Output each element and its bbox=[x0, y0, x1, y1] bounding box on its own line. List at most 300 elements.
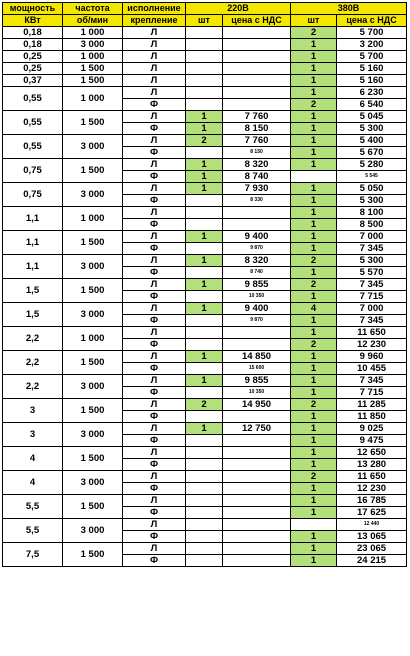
price-220v-cell: 9 870 bbox=[223, 315, 291, 327]
price-380v-cell: 5 280 bbox=[337, 159, 407, 171]
rpm-cell: 3 000 bbox=[63, 39, 123, 51]
power-cell: 3 bbox=[3, 423, 63, 447]
qty-220v-cell bbox=[186, 267, 223, 279]
qty-380v-cell: 2 bbox=[291, 255, 337, 267]
table-row bbox=[3, 399, 407, 411]
table-row bbox=[3, 159, 407, 171]
price-380v-cell: 5 570 bbox=[337, 267, 407, 279]
rpm-cell: 1 500 bbox=[63, 351, 123, 375]
mounting-cell: Л bbox=[123, 75, 186, 87]
table-row bbox=[3, 495, 407, 507]
mounting-cell: Л bbox=[123, 87, 186, 99]
qty-220v-cell bbox=[186, 495, 223, 507]
price-220v-cell: 14 950 bbox=[223, 399, 291, 411]
mounting-cell: Л bbox=[123, 135, 186, 147]
mounting-cell: Ф bbox=[123, 243, 186, 255]
header-row-1 bbox=[3, 3, 407, 15]
table-row bbox=[3, 327, 407, 339]
table-row bbox=[3, 75, 407, 87]
qty-220v-cell bbox=[186, 555, 223, 567]
table-row bbox=[3, 303, 407, 315]
price-380v-cell: 9 475 bbox=[337, 435, 407, 447]
price-220v-cell: 9 400 bbox=[223, 303, 291, 315]
qty-380v-cell: 1 bbox=[291, 219, 337, 231]
power-cell: 2,2 bbox=[3, 375, 63, 399]
rpm-cell: 1 500 bbox=[63, 543, 123, 567]
qty-380v-cell: 1 bbox=[291, 75, 337, 87]
mounting-cell: Л bbox=[123, 207, 186, 219]
mounting-cell: Л bbox=[123, 231, 186, 243]
header-power: мощность bbox=[3, 3, 63, 15]
price-380v-cell: 10 455 bbox=[337, 363, 407, 375]
header-220v: 220В bbox=[186, 3, 291, 15]
table-row bbox=[3, 27, 407, 39]
power-cell: 5,5 bbox=[3, 519, 63, 543]
mounting-cell: Л bbox=[123, 63, 186, 75]
mounting-cell: Ф bbox=[123, 195, 186, 207]
power-cell: 3 bbox=[3, 399, 63, 423]
mounting-cell: Ф bbox=[123, 171, 186, 183]
qty-220v-cell bbox=[186, 471, 223, 483]
price-380v-cell: 5 160 bbox=[337, 63, 407, 75]
rpm-cell: 1 500 bbox=[63, 279, 123, 303]
mounting-cell: Ф bbox=[123, 339, 186, 351]
price-220v-cell: 8 150 bbox=[223, 147, 291, 159]
price-220v-cell bbox=[223, 447, 291, 459]
price-380v-cell: 8 500 bbox=[337, 219, 407, 231]
rpm-cell: 3 000 bbox=[63, 471, 123, 495]
power-cell: 0,75 bbox=[3, 159, 63, 183]
power-cell: 2,2 bbox=[3, 351, 63, 375]
qty-220v-cell: 1 bbox=[186, 111, 223, 123]
qty-380v-cell: 1 bbox=[291, 231, 337, 243]
price-220v-cell: 7 760 bbox=[223, 135, 291, 147]
qty-380v-cell: 1 bbox=[291, 123, 337, 135]
qty-380v-cell: 2 bbox=[291, 279, 337, 291]
price-380v-cell: 5 700 bbox=[337, 51, 407, 63]
qty-380v-cell: 1 bbox=[291, 387, 337, 399]
price-380v-cell: 9 960 bbox=[337, 351, 407, 363]
price-220v-cell bbox=[223, 531, 291, 543]
header-row-2 bbox=[3, 15, 407, 27]
qty-380v-cell: 1 bbox=[291, 63, 337, 75]
mounting-cell: Ф bbox=[123, 147, 186, 159]
rpm-cell: 3 000 bbox=[63, 183, 123, 207]
table-row bbox=[3, 471, 407, 483]
price-380v-cell: 5 545 bbox=[337, 171, 407, 183]
qty-380v-cell: 1 bbox=[291, 351, 337, 363]
price-380v-cell: 6 540 bbox=[337, 99, 407, 111]
rpm-cell: 1 000 bbox=[63, 87, 123, 111]
qty-220v-cell: 1 bbox=[186, 159, 223, 171]
price-380v-cell: 5 300 bbox=[337, 195, 407, 207]
qty-380v-cell: 1 bbox=[291, 543, 337, 555]
mounting-cell: Л bbox=[123, 39, 186, 51]
qty-220v-cell: 1 bbox=[186, 279, 223, 291]
qty-220v-cell bbox=[186, 483, 223, 495]
header-220v-price: цена с НДС bbox=[223, 15, 291, 27]
qty-220v-cell bbox=[186, 435, 223, 447]
price-220v-cell bbox=[223, 459, 291, 471]
price-380v-cell: 8 100 bbox=[337, 207, 407, 219]
header-kw-unit: КВт bbox=[3, 15, 63, 27]
price-220v-cell bbox=[223, 483, 291, 495]
rpm-cell: 1 000 bbox=[63, 27, 123, 39]
table-row bbox=[3, 423, 407, 435]
mounting-cell: Л bbox=[123, 183, 186, 195]
mounting-cell: Л bbox=[123, 303, 186, 315]
price-380v-cell: 7 345 bbox=[337, 315, 407, 327]
price-220v-cell bbox=[223, 411, 291, 423]
qty-220v-cell bbox=[186, 339, 223, 351]
qty-220v-cell: 1 bbox=[186, 231, 223, 243]
price-220v-cell bbox=[223, 219, 291, 231]
price-380v-cell: 5 300 bbox=[337, 255, 407, 267]
rpm-cell: 1 500 bbox=[63, 111, 123, 135]
price-220v-cell bbox=[223, 87, 291, 99]
price-220v-cell: 8 150 bbox=[223, 123, 291, 135]
power-cell: 1,1 bbox=[3, 207, 63, 231]
price-220v-cell bbox=[223, 63, 291, 75]
table-row bbox=[3, 351, 407, 363]
qty-220v-cell: 1 bbox=[186, 351, 223, 363]
mounting-cell: Л bbox=[123, 543, 186, 555]
mounting-cell: Л bbox=[123, 447, 186, 459]
price-220v-cell bbox=[223, 435, 291, 447]
table-row bbox=[3, 183, 407, 195]
price-380v-cell: 5 300 bbox=[337, 123, 407, 135]
qty-220v-cell bbox=[186, 207, 223, 219]
mounting-cell: Ф bbox=[123, 267, 186, 279]
price-380v-cell: 7 000 bbox=[337, 303, 407, 315]
mounting-cell: Л bbox=[123, 279, 186, 291]
mounting-cell: Л bbox=[123, 375, 186, 387]
qty-380v-cell: 1 bbox=[291, 291, 337, 303]
qty-380v-cell: 1 bbox=[291, 507, 337, 519]
qty-380v-cell: 1 bbox=[291, 459, 337, 471]
qty-220v-cell bbox=[186, 519, 223, 531]
power-cell: 0,18 bbox=[3, 39, 63, 51]
qty-220v-cell bbox=[186, 363, 223, 375]
rpm-cell: 1 500 bbox=[63, 159, 123, 183]
price-380v-cell: 5 670 bbox=[337, 147, 407, 159]
rpm-cell: 1 000 bbox=[63, 51, 123, 63]
mounting-cell: Ф bbox=[123, 99, 186, 111]
table-row bbox=[3, 231, 407, 243]
price-380v-cell: 7 715 bbox=[337, 291, 407, 303]
price-380v-cell: 11 285 bbox=[337, 399, 407, 411]
qty-220v-cell bbox=[186, 447, 223, 459]
price-220v-cell: 12 750 bbox=[223, 423, 291, 435]
power-cell: 5,5 bbox=[3, 495, 63, 519]
price-380v-cell: 5 050 bbox=[337, 183, 407, 195]
qty-220v-cell bbox=[186, 531, 223, 543]
power-cell: 0,25 bbox=[3, 51, 63, 63]
qty-380v-cell: 1 bbox=[291, 327, 337, 339]
price-380v-cell: 5 700 bbox=[337, 27, 407, 39]
price-380v-cell: 13 065 bbox=[337, 531, 407, 543]
qty-220v-cell: 2 bbox=[186, 135, 223, 147]
table-row bbox=[3, 51, 407, 63]
qty-380v-cell: 1 bbox=[291, 183, 337, 195]
header-rpm-unit: об/мин bbox=[63, 15, 123, 27]
power-cell: 0,55 bbox=[3, 135, 63, 159]
qty-220v-cell: 1 bbox=[186, 255, 223, 267]
qty-380v-cell: 1 bbox=[291, 495, 337, 507]
mounting-cell: Ф bbox=[123, 387, 186, 399]
qty-220v-cell bbox=[186, 327, 223, 339]
rpm-cell: 1 500 bbox=[63, 495, 123, 519]
price-220v-cell bbox=[223, 543, 291, 555]
mounting-cell: Л bbox=[123, 327, 186, 339]
qty-380v-cell: 1 bbox=[291, 363, 337, 375]
qty-380v-cell: 1 bbox=[291, 375, 337, 387]
qty-380v-cell: 1 bbox=[291, 315, 337, 327]
price-380v-cell: 11 650 bbox=[337, 327, 407, 339]
qty-220v-cell bbox=[186, 63, 223, 75]
qty-220v-cell bbox=[186, 243, 223, 255]
mounting-cell: Л bbox=[123, 351, 186, 363]
rpm-cell: 1 500 bbox=[63, 399, 123, 423]
header-380v-qty: шт bbox=[291, 15, 337, 27]
table-row bbox=[3, 63, 407, 75]
qty-220v-cell bbox=[186, 27, 223, 39]
power-cell: 4 bbox=[3, 471, 63, 495]
qty-380v-cell: 1 bbox=[291, 51, 337, 63]
price-table bbox=[2, 2, 407, 567]
rpm-cell: 3 000 bbox=[63, 519, 123, 543]
mounting-cell: Ф bbox=[123, 363, 186, 375]
qty-220v-cell bbox=[186, 315, 223, 327]
mounting-cell: Л bbox=[123, 111, 186, 123]
table-row bbox=[3, 135, 407, 147]
mounting-cell: Ф bbox=[123, 531, 186, 543]
qty-220v-cell bbox=[186, 39, 223, 51]
mounting-cell: Ф bbox=[123, 411, 186, 423]
price-380v-cell: 7 715 bbox=[337, 387, 407, 399]
table-row bbox=[3, 255, 407, 267]
mounting-cell: Л bbox=[123, 423, 186, 435]
mounting-cell: Л bbox=[123, 159, 186, 171]
header-execution: исполнение bbox=[123, 3, 186, 15]
qty-220v-cell: 1 bbox=[186, 423, 223, 435]
table-row bbox=[3, 447, 407, 459]
mounting-cell: Л bbox=[123, 471, 186, 483]
price-220v-cell bbox=[223, 471, 291, 483]
price-220v-cell bbox=[223, 327, 291, 339]
table-row bbox=[3, 279, 407, 291]
price-380v-cell: 12 230 bbox=[337, 339, 407, 351]
mounting-cell: Ф bbox=[123, 435, 186, 447]
qty-380v-cell: 1 bbox=[291, 243, 337, 255]
power-cell: 0,25 bbox=[3, 63, 63, 75]
qty-380v-cell: 1 bbox=[291, 267, 337, 279]
qty-380v-cell: 1 bbox=[291, 555, 337, 567]
qty-380v-cell: 1 bbox=[291, 159, 337, 171]
price-220v-cell bbox=[223, 75, 291, 87]
qty-380v-cell: 1 bbox=[291, 435, 337, 447]
power-cell: 1,1 bbox=[3, 255, 63, 279]
power-cell: 4 bbox=[3, 447, 63, 471]
qty-220v-cell: 1 bbox=[186, 183, 223, 195]
price-220v-cell: 9 400 bbox=[223, 231, 291, 243]
qty-380v-cell: 1 bbox=[291, 207, 337, 219]
qty-380v-cell: 1 bbox=[291, 411, 337, 423]
qty-220v-cell bbox=[186, 411, 223, 423]
qty-380v-cell: 1 bbox=[291, 531, 337, 543]
price-380v-cell: 7 345 bbox=[337, 243, 407, 255]
price-380v-cell: 5 045 bbox=[337, 111, 407, 123]
rpm-cell: 1 500 bbox=[63, 447, 123, 471]
price-380v-cell: 6 230 bbox=[337, 87, 407, 99]
qty-220v-cell bbox=[186, 99, 223, 111]
table-row bbox=[3, 111, 407, 123]
qty-380v-cell: 2 bbox=[291, 27, 337, 39]
mounting-cell: Ф bbox=[123, 483, 186, 495]
header-mounting: крепление bbox=[123, 15, 186, 27]
mounting-cell: Ф bbox=[123, 123, 186, 135]
rpm-cell: 1 500 bbox=[63, 75, 123, 87]
rpm-cell: 3 000 bbox=[63, 423, 123, 447]
qty-380v-cell: 1 bbox=[291, 447, 337, 459]
price-220v-cell: 8 740 bbox=[223, 267, 291, 279]
qty-380v-cell: 1 bbox=[291, 87, 337, 99]
qty-220v-cell bbox=[186, 387, 223, 399]
qty-220v-cell bbox=[186, 543, 223, 555]
rpm-cell: 1 500 bbox=[63, 231, 123, 255]
qty-220v-cell: 2 bbox=[186, 399, 223, 411]
price-220v-cell: 8 320 bbox=[223, 255, 291, 267]
mounting-cell: Л bbox=[123, 519, 186, 531]
price-380v-cell: 7 345 bbox=[337, 279, 407, 291]
qty-220v-cell: 1 bbox=[186, 171, 223, 183]
price-220v-cell: 14 850 bbox=[223, 351, 291, 363]
price-220v-cell bbox=[223, 99, 291, 111]
price-220v-cell: 9 855 bbox=[223, 375, 291, 387]
price-220v-cell bbox=[223, 519, 291, 531]
mounting-cell: Ф bbox=[123, 315, 186, 327]
qty-380v-cell: 1 bbox=[291, 195, 337, 207]
qty-380v-cell bbox=[291, 519, 337, 531]
price-220v-cell: 8 320 bbox=[223, 159, 291, 171]
table-row bbox=[3, 87, 407, 99]
qty-380v-cell bbox=[291, 171, 337, 183]
mounting-cell: Л bbox=[123, 255, 186, 267]
price-220v-cell bbox=[223, 27, 291, 39]
price-380v-cell: 23 065 bbox=[337, 543, 407, 555]
price-380v-cell: 11 650 bbox=[337, 471, 407, 483]
rpm-cell: 3 000 bbox=[63, 303, 123, 327]
price-220v-cell: 15 600 bbox=[223, 363, 291, 375]
mounting-cell: Л bbox=[123, 399, 186, 411]
price-220v-cell bbox=[223, 507, 291, 519]
qty-380v-cell: 2 bbox=[291, 399, 337, 411]
rpm-cell: 1 500 bbox=[63, 63, 123, 75]
qty-380v-cell: 1 bbox=[291, 135, 337, 147]
price-220v-cell bbox=[223, 51, 291, 63]
rpm-cell: 3 000 bbox=[63, 255, 123, 279]
power-cell: 0,55 bbox=[3, 111, 63, 135]
price-380v-cell: 11 850 bbox=[337, 411, 407, 423]
price-220v-cell: 9 855 bbox=[223, 279, 291, 291]
power-cell: 0,55 bbox=[3, 87, 63, 111]
price-220v-cell: 7 930 bbox=[223, 183, 291, 195]
mounting-cell: Ф bbox=[123, 219, 186, 231]
power-cell: 1,1 bbox=[3, 231, 63, 255]
price-380v-cell: 9 025 bbox=[337, 423, 407, 435]
qty-220v-cell bbox=[186, 195, 223, 207]
rpm-cell: 3 000 bbox=[63, 375, 123, 399]
table-row bbox=[3, 519, 407, 531]
qty-220v-cell bbox=[186, 291, 223, 303]
table-row bbox=[3, 375, 407, 387]
qty-380v-cell: 1 bbox=[291, 483, 337, 495]
rpm-cell: 1 000 bbox=[63, 207, 123, 231]
price-220v-cell bbox=[223, 555, 291, 567]
qty-220v-cell bbox=[186, 459, 223, 471]
price-220v-cell: 8 740 bbox=[223, 171, 291, 183]
table-row bbox=[3, 543, 407, 555]
price-220v-cell: 10 350 bbox=[223, 387, 291, 399]
price-220v-cell: 9 870 bbox=[223, 243, 291, 255]
qty-220v-cell bbox=[186, 87, 223, 99]
price-220v-cell: 10 350 bbox=[223, 291, 291, 303]
table-row bbox=[3, 39, 407, 51]
header-380v: 380В bbox=[291, 3, 407, 15]
price-220v-cell bbox=[223, 39, 291, 51]
qty-380v-cell: 1 bbox=[291, 147, 337, 159]
mounting-cell: Ф bbox=[123, 291, 186, 303]
mounting-cell: Ф bbox=[123, 507, 186, 519]
header-380v-price: цена с НДС bbox=[337, 15, 407, 27]
price-380v-cell: 17 625 bbox=[337, 507, 407, 519]
price-380v-cell: 7 345 bbox=[337, 375, 407, 387]
price-380v-cell: 24 215 bbox=[337, 555, 407, 567]
price-380v-cell: 13 280 bbox=[337, 459, 407, 471]
qty-220v-cell bbox=[186, 507, 223, 519]
price-380v-cell: 3 200 bbox=[337, 39, 407, 51]
rpm-cell: 1 000 bbox=[63, 327, 123, 351]
header-220v-qty: шт bbox=[186, 15, 223, 27]
qty-220v-cell bbox=[186, 219, 223, 231]
price-380v-cell: 16 785 bbox=[337, 495, 407, 507]
qty-220v-cell bbox=[186, 75, 223, 87]
qty-220v-cell: 1 bbox=[186, 123, 223, 135]
power-cell: 1,5 bbox=[3, 303, 63, 327]
qty-380v-cell: 1 bbox=[291, 39, 337, 51]
qty-380v-cell: 2 bbox=[291, 99, 337, 111]
price-380v-cell: 7 000 bbox=[337, 231, 407, 243]
price-380v-cell: 5 160 bbox=[337, 75, 407, 87]
power-cell: 0,37 bbox=[3, 75, 63, 87]
power-cell: 0,18 bbox=[3, 27, 63, 39]
mounting-cell: Л bbox=[123, 495, 186, 507]
qty-380v-cell: 2 bbox=[291, 339, 337, 351]
power-cell: 1,5 bbox=[3, 279, 63, 303]
power-cell: 2,2 bbox=[3, 327, 63, 351]
header-frequency: частота bbox=[63, 3, 123, 15]
mounting-cell: Ф bbox=[123, 459, 186, 471]
price-220v-cell bbox=[223, 495, 291, 507]
price-380v-cell: 12 440 bbox=[337, 519, 407, 531]
qty-380v-cell: 1 bbox=[291, 423, 337, 435]
price-380v-cell: 12 230 bbox=[337, 483, 407, 495]
mounting-cell: Л bbox=[123, 51, 186, 63]
qty-220v-cell bbox=[186, 147, 223, 159]
price-220v-cell bbox=[223, 207, 291, 219]
qty-220v-cell: 1 bbox=[186, 375, 223, 387]
mounting-cell: Ф bbox=[123, 555, 186, 567]
